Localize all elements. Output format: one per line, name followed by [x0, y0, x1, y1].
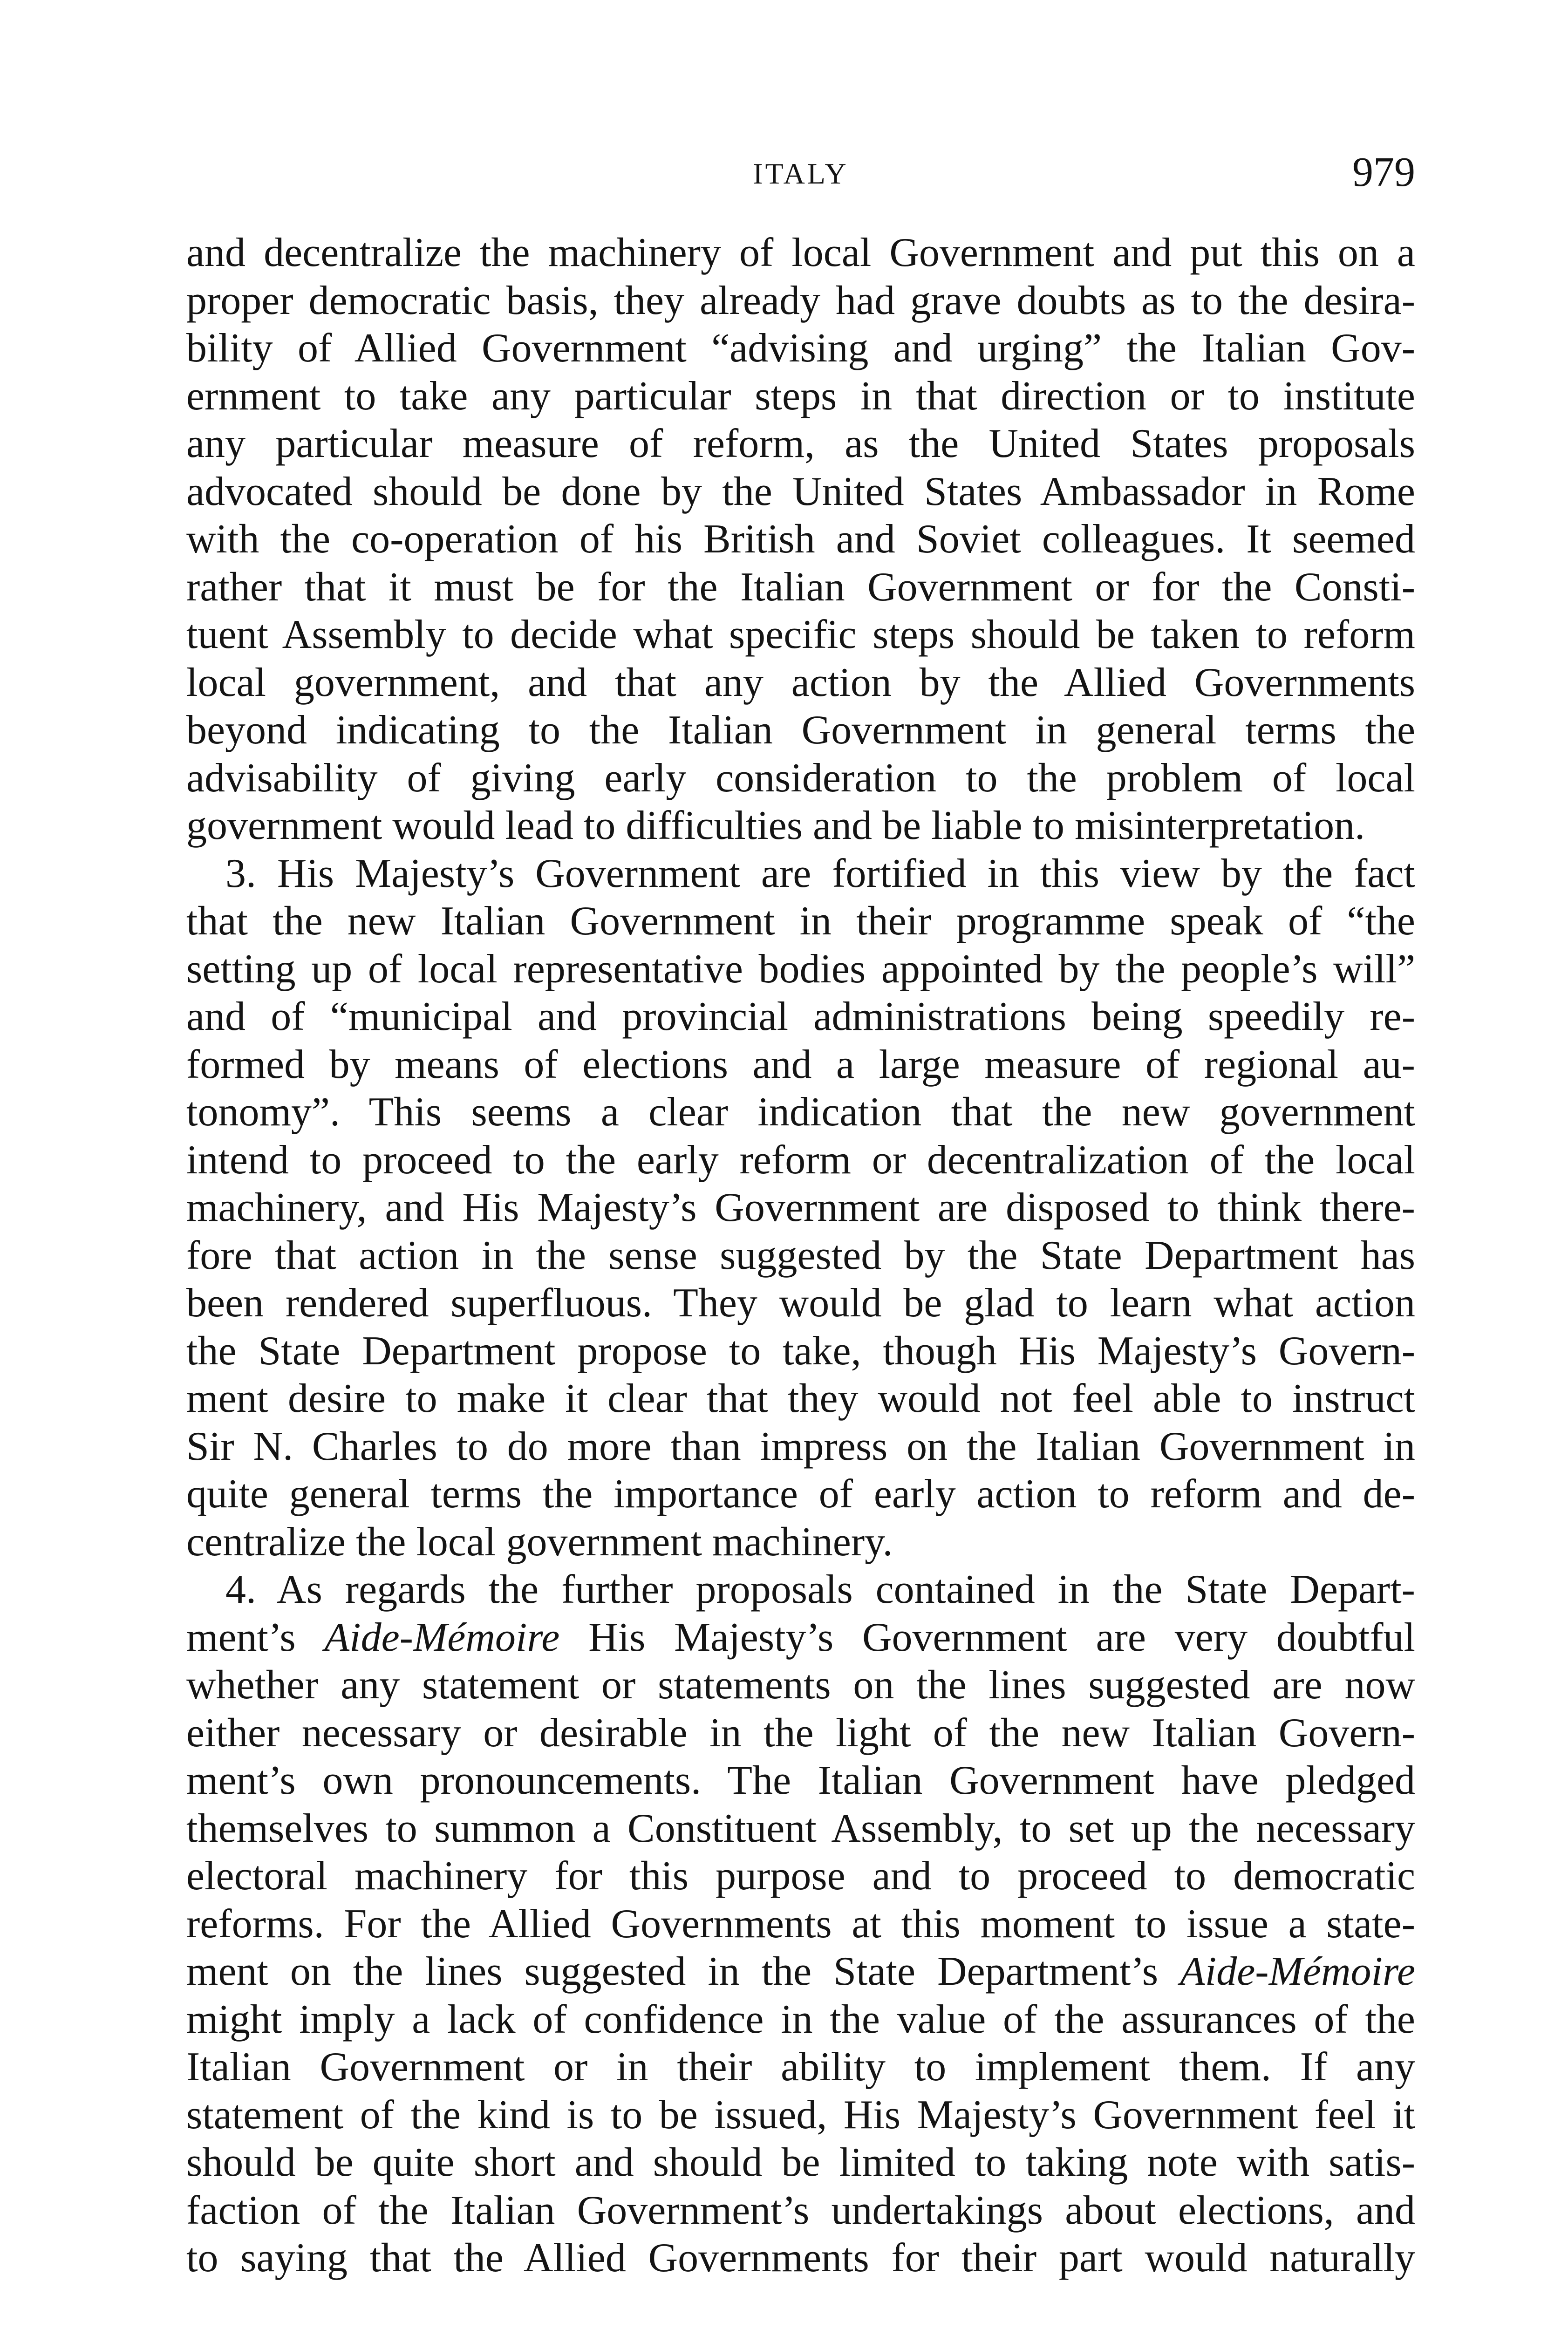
text-line: Italian Government or in their ability to implement them. If any [186, 2044, 1415, 2090]
text-line: intend to proceed to the early reform or decentralization of the local [186, 1137, 1415, 1183]
text-line: fore that action in the sense suggested by the State Department has [186, 1233, 1415, 1278]
paragraph [186, 229, 1415, 850]
text-line: ment desire to make it clear that they would not feel able to instruct [186, 1376, 1415, 1421]
text-line: faction of the Italian Government’s undertakings about elections, and [186, 2187, 1415, 2233]
text-line: setting up of local representative bodies appointed by the people’s will” [186, 946, 1415, 992]
text-line: and of “municipal and provincial administrations being speedily re- [186, 994, 1415, 1039]
text-line: ernment to take any particular steps in that direction or to institute [186, 373, 1415, 419]
text-line: ment’s Aide-Mémoire His Majesty’s Government are very doubtful [186, 1614, 1416, 1660]
text-line: and decentralize the machinery of local Government and put this on a [186, 230, 1415, 275]
text-line: whether any statement or statements on the lines suggested are now [186, 1662, 1415, 1708]
text-line: might imply a lack of confidence in the value of the assurances of the [186, 1996, 1415, 2042]
text-line: tuent Assembly to decide what specific steps should be taken to reform [186, 612, 1415, 657]
text-line: machinery, and His Majesty’s Government are disposed to think there- [186, 1185, 1415, 1230]
text-line: any particular measure of reform, as the United States proposals [186, 421, 1415, 466]
paragraph [186, 1566, 1415, 2282]
body-text [186, 229, 1415, 2282]
text-line: 3. His Majesty’s Government are fortified in this view by the fact [225, 851, 1415, 896]
text-line: ment’s own pronouncements. The Italian Government have pledged [186, 1758, 1415, 1803]
text-line: rather that it must be for the Italian Government or for the Consti- [186, 564, 1415, 610]
running-title: ITALY [753, 157, 849, 190]
page-number: 979 [1352, 149, 1415, 195]
text-line: either necessary or desirable in the light of the new Italian Govern- [186, 1710, 1415, 1756]
text-line: tonomy”. This seems a clear indication that the new government [186, 1090, 1415, 1135]
text-line: government would lead to difficulties and be liable to misinterpretation. [186, 803, 1365, 848]
text-line: should be quite short and should be limited to taking note with satis- [186, 2140, 1415, 2185]
text-line: local government, and that any action by the Allied Governments [186, 660, 1415, 705]
text-line: beyond indicating to the Italian Government in general terms the [186, 708, 1415, 753]
text-line: electoral machinery for this purpose and to proceed to democratic [186, 1853, 1415, 1899]
running-head [186, 148, 1415, 199]
text-line: proper democratic basis, they already had grave doubts as to the desira- [186, 278, 1415, 323]
text-line: 4. As regards the further proposals contained in the State Depart- [225, 1567, 1415, 1612]
text-line: advisability of giving early consideration to the problem of local [186, 755, 1415, 801]
text-line: to saying that the Allied Governments for their part would naturally [186, 2235, 1415, 2281]
text-line: ment on the lines suggested in the State Department’s Aide-Mémoire [186, 1949, 1415, 1994]
text-line: statement of the kind is to be issued, His Majesty’s Government feel it [186, 2092, 1415, 2138]
text-line: Sir N. Charles to do more than impress on the Italian Government in [186, 1423, 1415, 1469]
paragraph [186, 850, 1415, 1566]
text-line: centralize the local government machinery. [186, 1519, 893, 1565]
text-line: formed by means of elections and a large measure of regional au- [186, 1042, 1415, 1087]
text-line: advocated should be done by the United States Ambassador in Rome [186, 469, 1415, 514]
text-line: the State Department propose to take, though His Majesty’s Govern- [186, 1328, 1415, 1374]
text-line: been rendered superfluous. They would be glad to learn what action [186, 1280, 1415, 1326]
text-line: with the co-operation of his British and Soviet colleagues. It seemed [186, 517, 1415, 562]
text-line: bility of Allied Government “advising and urging” the Italian Gov- [186, 326, 1415, 371]
text-line: quite general terms the importance of early action to reform and de- [186, 1471, 1415, 1517]
text-line: that the new Italian Government in their programme speak of “the [186, 899, 1415, 944]
text-line: reforms. For the Allied Governments at this moment to issue a state- [186, 1901, 1415, 1947]
text-line: themselves to summon a Constituent Assembly, to set up the necessary [186, 1805, 1415, 1851]
